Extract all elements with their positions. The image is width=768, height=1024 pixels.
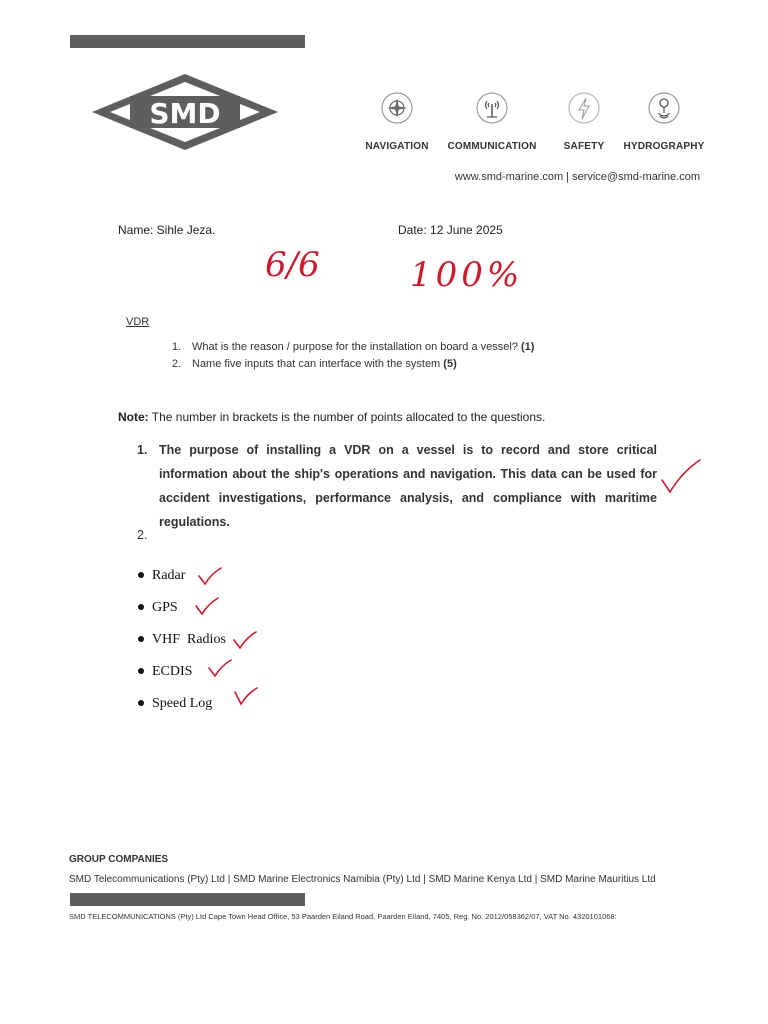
service-navigation: [352, 92, 442, 152]
bullet: [138, 636, 144, 642]
bullet: [138, 572, 144, 578]
note-text: The number in brackets is the number of points allocated to the questions.: [151, 410, 546, 424]
assessment-date: Date: 12 June 2025: [398, 223, 503, 237]
answer-1: [137, 438, 657, 534]
logo-text: SMD: [149, 97, 221, 130]
checkmark-icon: [197, 566, 223, 588]
checkmark-icon: [233, 686, 259, 708]
note-label: Note:: [118, 410, 149, 424]
compass-icon: [381, 92, 413, 124]
services-strip: [362, 92, 707, 152]
group-companies-list: SMD Telecommunications (Pty) Ltd | SMD Marine Electronics Namibia (Pty) Ltd | SMD Marine Kenya Ltd | SMD Marine Mauritius Ltd: [69, 874, 656, 885]
answer-number: 1.: [137, 443, 148, 457]
smd-logo: [90, 72, 280, 152]
answer-2-number: 2.: [137, 528, 148, 542]
service-label: COMMUNICATION: [447, 141, 537, 152]
list-item: Radar: [138, 568, 185, 584]
student-name: Name: Sihle Jeza.: [118, 223, 216, 237]
handwritten-score: 6/6: [265, 245, 320, 285]
list-item: Speed Log: [138, 696, 212, 712]
question-item: 2. Name five inputs that can interface with the system (5): [172, 358, 457, 370]
header-bar: [70, 35, 305, 48]
service-safety: [539, 92, 629, 152]
checkmark-icon: [660, 458, 702, 494]
list-item: ECDIS: [138, 664, 192, 680]
legal-footer: SMD TELECOMMUNICATIONS (Pty) Ltd Cape Town Head Office, 53 Paarden Eiland Road, Paarden Eiland, 7405, Reg. No. 2012/058362/07, VAT No. 4320101068:: [69, 912, 617, 921]
footer-bar: [70, 893, 305, 906]
contact-line: www.smd-marine.com | service@smd-marine.com: [454, 171, 700, 183]
question-points: (5): [443, 358, 457, 370]
note-line: [118, 410, 545, 424]
checkmark-icon: [207, 658, 233, 680]
list-item: VHF Radios: [138, 632, 226, 648]
service-label: HYDROGRAPHY: [623, 141, 705, 152]
checkmark-icon: [194, 596, 220, 618]
question-points: (1): [520, 341, 535, 353]
checkmark-icon: [232, 630, 258, 652]
section-title: VDR: [126, 316, 150, 328]
question-list: [172, 339, 534, 373]
answer-text: The purpose of installing a VDR on a vessel is to record and store critical information about the ship's operations and navigation. This data can be used for accident investigations, performance analysis, and compliance with maritime regulations.: [159, 443, 657, 529]
bullet: [138, 700, 144, 706]
handwritten-percent: 100%: [410, 255, 524, 295]
bullet: [138, 668, 144, 674]
antenna-icon: [476, 92, 508, 124]
lightning-icon: [568, 92, 600, 124]
question-item: 1. What is the reason / purpose for the installation on board a vessel? (1): [172, 341, 535, 353]
sonar-icon: [648, 92, 680, 124]
list-item: GPS: [138, 600, 178, 616]
service-label: NAVIGATION: [365, 141, 429, 152]
bullet: [138, 604, 144, 610]
group-companies-title: GROUP COMPANIES: [69, 854, 169, 865]
service-hydrography: [619, 92, 709, 152]
service-communication: [447, 92, 537, 152]
service-label: SAFETY: [563, 141, 605, 152]
